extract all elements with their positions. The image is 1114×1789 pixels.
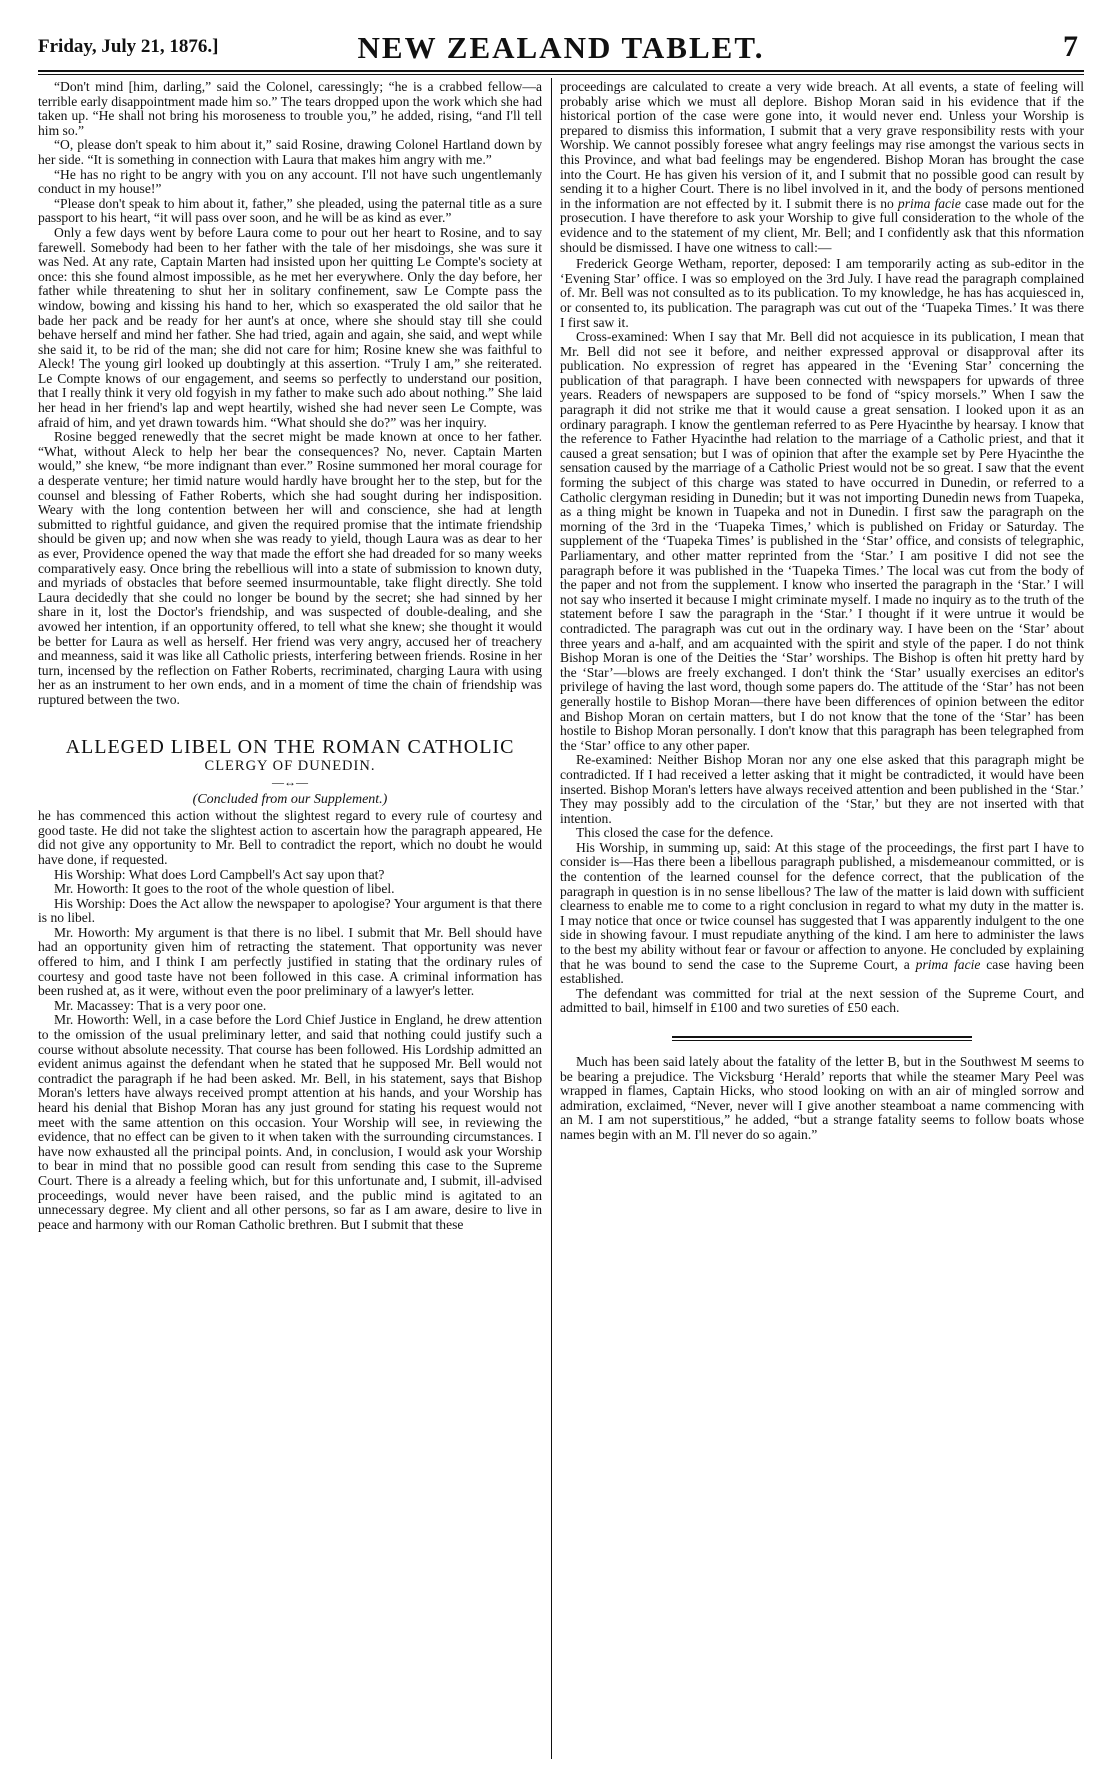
libel-article-header [38,736,542,789]
article-paragraph: Mr. Howorth: It goes to the root of the whole question of libel. [54,881,395,897]
story-paragraph: “Don't mind [him, darling,” said the Colonel, caressingly; “he is a crabbed fellow—a terrible early disappointment made him so.” The tears dropped upon the work which she had taken up. “He shall not bring his moroseness to trouble you,” he added, rising, “and I'll tell him so.” [38,79,542,138]
masthead-rule [38,74,1084,75]
libel-article-subtitle: CLERGY OF DUNEDIN. [204,757,376,774]
latin-phrase: prima facie [897,195,961,211]
serial-story [38,80,542,708]
masthead [38,30,1084,72]
story-paragraph: “O, please don't speak to him about it,” said Rosine, drawing Colonel Hartland down by her side. “It is something in connection with Laura that makes him angry with me.” [38,137,542,167]
article-paragraph: Cross-examined: When I say that Mr. Bell did not acquiesce in its publication, I mean that Mr. Bell did not see it before, and neither expressed approval or disapproval after its publication. No expression of regret has appeared in the ‘Evening Star’ concerning the publication of that paragraph. I have been connected with newspapers for upwards of three years. Readers of newspapers are supposed to be fond of “spicy morsels.” When I saw the paragraph it did not strike me that it would cause a great sensation. I looked upon it as an ordinary paragraph. I know the gentleman referred to as Pere Hyacinthe by hearsay. I know that the reference to Father Hyacinthe had relation to the marriage of a Catholic priest, and that it caused a great sensation; but I was of opinion that after the example set by Pere Hyacinthe the sensation caused by the marriage of a Catholic Priest would not be so great. I saw that the event forming the subject of this charge was stated to have occurred in Dunedin, or referred to a Catholic clergyman residing in Dunedin; but it was not importing Dunedin news from Tuapeka, as a thing might be known in Tuapeka and not in Dunedin. I first saw the paragraph on the morning of the 3rd in the ‘Tuapeka Times,’ which is published on Friday or Saturday. The supplement of the ‘Tuapeka Times’ is published in the ‘Star’ office, and consists of telegraphic, Parliamentary, and other matter reprinted from the ‘Star.’ I am positive I did not see the paragraph before it was published in the ‘Tuapeka Times.’ The local was cut from the body of the paper and not from the supplement. I know who inserted the paragraph in the ‘Star.’ I will not say who inserted it because I might criminate myself. I made no inquiry as to the truth of the statement before I saw the paragraph in the ‘Star.’ I thought if it were untrue it would be contradicted. The paragraph was cut out in the ordinary way. I have been on the ‘Star’ about three years and a-half, and am acquainted with the spirit and style of the paper. I do not think Bishop Moran is one of the Deities the ‘Star’ worships. The Bishop is often hit pretty hard by the ‘Star’—blows are freely exchanged. I don't think the ‘Star’ usually exercises an editor's privilege of having the last word, though some papers do. The attitude of the ‘Star’ has not been generally hostile to Bishop Moran—there have been differences of opinion between the editor and Bishop Moran on certain matters, but I do not know that the tone of the ‘Star’ has been hostile to Bishop Moran personally. I don't know that this paragraph has been telegraphed from the ‘Star’ office to any other paper. [560,329,1084,753]
article-paragraph: Mr. Macassey: That is a very poor one. [54,997,267,1013]
article-paragraph: This closed the case for the defence. [576,825,774,841]
article-paragraph: Mr. Howorth: My argument is that there is no libel. I submit that Mr. Bell should have had an opportunity given him of retracting the statement. That opportunity was never offered to him, and I think I am perfectly justified in stating that the ordinary rules of courtesy and good taste have not been followed in this case. A criminal information has been rushed at, as it were, without even the poor preliminary of a lawyer's letter. [38,924,542,999]
article-text: case having been established. [560,956,1084,987]
article-paragraph: Re-examined: Neither Bishop Moran nor any one else asked that this paragraph might be contradicted. If I had received a letter asking that it might be contradicted, it would have been inserted. Bishop Moran's letters have always received attention and been published in the ‘Star.’ They may possibly add to the circulation of the ‘Star,’ but they are not inserted with that intention. [560,752,1084,826]
left-column [38,80,542,1232]
column-divider [551,78,552,1759]
page-number: 7 [1063,30,1078,63]
story-paragraph: Rosine begged renewedly that the secret might be made known at once to her father. “What, without Aleck to help her bear the consequences? No, never. Captain Marten would,” she knew, “be more indignant than ever.” Rosine summoned her moral courage for a desperate venture; her timid nature would hardly have brought her to the step, but for the counsel and blessing of Father Roberts, which she had sought during her indisposition. Weary with the long contention between her will and conscience, she had at length submitted to rightful guidance, and given the required promise that the intimate friendship should be given up; and now when she was ready to yield, though Laura was as dear to her as ever, Providence opened the way that made the effort she had dreaded for so many weeks comparatively easy. Once bring the rebellious will into a state of submission to known duty, and myriads of obstacles that before seemed insurmountable, take flight directly. She told Laura decidedly that she could no longer be bound by the secret; she had sinned by her share in it, lost the Doctor's friendship, and was suspected of double-dealing, and she avowed her intention, if an opportunity offered, to tell what she knew; she thought it would be better for Laura as well as herself. Her friend was very angry, accused her of treachery and meanness, said it was like all Catholic priests, interfering between friends. Rosine in her turn, incensed by the reflection on Father Roberts, recriminated, charging Laura with using her as an instrument to her own ends, and in a moment of time the chain of friendship was ruptured between the two. [38,429,542,707]
ornament-divider: —↔— [272,774,308,789]
article-paragraph [560,80,1084,255]
article-paragraph: Frederick George Wetham, reporter, deposed: I am temporarily acting as sub-editor in the ‘Evening Star’ office. I was so employed on the 3rd July. I have read the paragraph complained of. Mr. Bell was not consulted as to its publication. To my knowledge, he has has acquiesced in, or consented to, its publication. The paragraph was cut out of the ‘Tuapeka Times.’ It was there I first saw it. [560,256,1084,330]
story-paragraph: “He has no right to be angry with you on any account. I'll not have such ungentlemanly conduct in my house!” [38,166,542,197]
article-paragraph: Mr. Howorth: Well, in a case before the Lord Chief Justice in England, he drew attention to the omission of the usual preliminary letter, and said that nothing could justify such a course without absolute necessity. That course has been followed. His Lordship admitted an evident animus against the defendant when he stated that he supposed Mr. Bell would not contradict the paragraph if he had been asked. Mr. Bell, in his statement, says that Bishop Moran's letters have always received prompt attention at his hands, and your Worship has heard his denial that Bishop Moran has any just ground for stating his request would not meet with the same attention on this occasion. Your Worship will see, in reviewing the evidence, that no effect can be given to it when taken with the surrounding circumstances. I have now exhausted all the principal points. And, in conclusion, I would ask your Worship to bear in mind that no possible good can result from sending this case to the Supreme Court. There is a already a feeling which, but for this unfortunate and, I submit, ill-advised proceedings, would never have been raised, and the public mind is agitated to an unnecessary degree. My client and all other persons, so far as I am aware, desire to live in peace and harmony with our Roman Catholic brethren. But I submit that these [38,1012,542,1232]
newspaper-title: NEW ZEALAND TABLET. [357,30,765,65]
article-paragraph: The defendant was committed for trial at the next session of the Supreme Court, and admitted to bail, himself in £100 and two sureties of £50 each. [560,985,1084,1016]
right-column [560,80,1084,1143]
article-paragraph: he has commenced this action without the slightest regard to every rule of courtesy and good taste. He did not take the slightest action to ascertain how the paragraph appeared, He did not give any opportunity to Mr. Bell to contradict the report, which no doubt he would have done, if requested. [38,808,542,867]
article-paragraph: His Worship: What does Lord Campbell's Act say upon that? [54,866,385,882]
section-divider [672,1036,972,1041]
libel-article-body-right [560,80,1084,1016]
libel-article-body-left [38,809,542,1232]
issue-date: Friday, July 21, 1876.] [38,36,219,57]
story-paragraph: “Please don't speak to him about it, father,” she pleaded, using the paternal title as a sure passport to his heart, “it will pass over soon, and he will be as kind as ever.” [38,195,542,226]
latin-phrase: prima facie [915,956,981,972]
article-paragraph: His Worship: Does the Act allow the newspaper to apologise? Your argument is that there is no libel. [38,895,542,926]
story-paragraph: Only a few days went by before Laura come to pour out her heart to Rosine, and to say farewell. Somebody had been to her father with the tale of her misdoings, she was sure it was Ned. At any rate, Captain Marten had insisted upon her quitting Le Compte's society at once: this she found almost impossible, as he met her everywhere. Only the day before, her father while threatening to shut her in solitary confinement, saw Le Compte pass the window, bowing and kissing his hand to her, which so exasperated the old sailor that he bade her pack and be ready for her aunt's at once, where she should stay till she could behave herself and mind her father. She had tried, again and again, she said, and wept while she said it, to be rid of the man; she did not care for him; Rosine knew she was faithful to Aleck! The young girl looked up doubtingly at this assertion. “Truly I am,” she reiterated. Le Compte knows of our engagement, and seems so perfectly to understand our position, that I really think it very old fogyish in my father to make such ado about nothing.” She laid her head in her friend's lap and wept heartily, wished she had never seen Le Compte, was afraid of him, and yet drawn towards him. “What should she do?” was her inquiry. [38,224,542,430]
article-text: case made out for the prosecution. I have therefore to ask your Worship to give full consideration to the whole of the evidence and to the statement of my client, Mr. Bell; and I confidently ask that this nformation should be dismissed. I have one witness to call:— [560,195,1084,255]
article-text: proceedings are calculated to create a very wide breach. At all events, a state of feeling will probably arise which we must all deplore. Bishop Moran said in his evidence that if the historical portion of the case were gone into, it would never end. Unless your Worship is prepared to dismiss this information, I submit that a very grave responsibility rests with your Worship. We cannot possibly foresee what angry feelings may rise amongst the various sects in this Province, and what bad feelings may be engendered. Bishop Moran has brought the case into the Court. He has given his version of it, and I submit that no possible good can result by sending it to a higher Court. There is no libel involved in it, and the body of persons mentioned in the information are not effected by it. I submit there is no [560,79,1084,211]
libel-article-title: ALLEGED LIBEL ON THE ROMAN CATHOLIC [65,735,515,758]
concluded-note: (Concluded from our Supplement.) [192,791,388,807]
article-text: His Worship, in summing up, said: At this stage of the proceedings, the first part I have to consider is—Has there been a libellous paragraph published, a misdemeanour committed, or is the contention of the learned counsel for the defence correct, that the publication of the paragraph in question is in no sense libellous? The law of the matter is laid down with sufficient clearness to enable me to come to a right conclusion in regard to what my duty in the matter is. I may notice that once or twice counsel has suggested that I was apparently indulgent to the one side in showing favour. I must repudiate anything of the kind. I am here to administer the laws to the best my ability without fear or favour or affection to anyone. He concluded by explaining that he was bound to send the case to the Supreme Court, a [560,839,1084,972]
article-paragraph [560,841,1084,987]
article-paragraph: Much has been said lately about the fatality of the letter B, but in the Southwest M seems to be bearing a prejudice. The Vicksburg ‘Herald’ reports that while the steamer Mary Peel was wrapped in flames, Captain Hicks, who stood looking on with an air of mingled sorrow and admiration, exclaimed, “Never, never will I give another steamboat a name commencing with an M. I am not superstitious,” he added, “but a strange fatality seems to follow boats whose names begin with an M. I'll never do so again.” [560,1054,1084,1142]
fatality-item [560,1055,1084,1143]
